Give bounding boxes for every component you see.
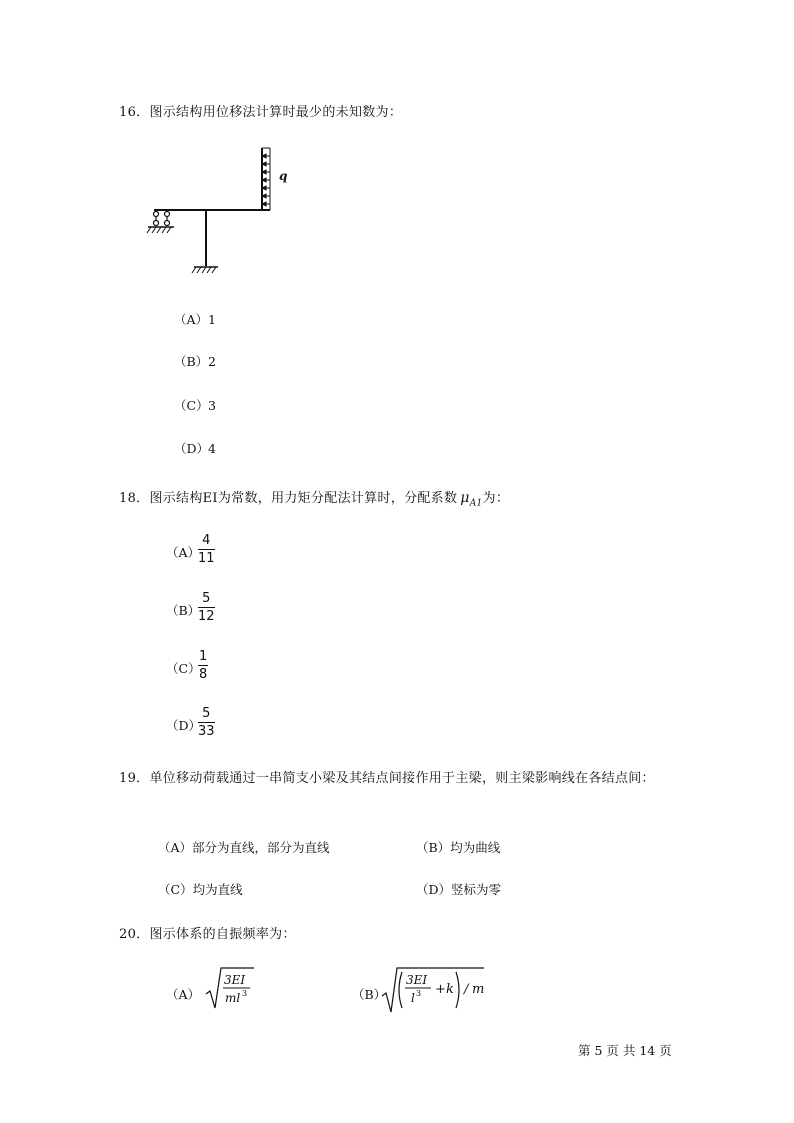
svg-text:3: 3 bbox=[242, 989, 248, 998]
q18-option-c-fraction: $\frac{1}{8}$ bbox=[199, 649, 208, 682]
q16-option-c[interactable]: （C）3 bbox=[174, 398, 216, 413]
q19-option-c[interactable]: （C）均为直线 bbox=[158, 882, 243, 897]
q18-option-d-fraction: $\frac{5}{33}$ bbox=[198, 706, 215, 739]
svg-text:3EI: 3EI bbox=[224, 973, 246, 987]
q16-option-b[interactable]: （B）2 bbox=[174, 354, 216, 369]
q20-option-b-label[interactable]: （B） bbox=[352, 987, 387, 1002]
page-footer: 第 5 页 共 14 页 bbox=[578, 1043, 672, 1058]
q16-option-a[interactable]: （A）1 bbox=[174, 312, 216, 327]
q18-option-a-label[interactable]: （A） bbox=[166, 545, 201, 560]
question-18-text: 18．图示结构EI为常数，用力矩分配法计算时，分配系数 $\mu_{A1}$为： bbox=[119, 490, 510, 509]
question-16-figure bbox=[140, 142, 300, 277]
load-label: q bbox=[279, 169, 288, 183]
svg-text:3EI: 3EI bbox=[406, 973, 428, 987]
svg-text:+: + bbox=[435, 982, 446, 997]
q19-option-b[interactable]: （B）均为曲线 bbox=[416, 840, 501, 855]
question-16-text: 16．图示结构用位移法计算时最少的未知数为： bbox=[119, 105, 403, 120]
q18-option-b-fraction: $\frac{5}{12}$ bbox=[198, 591, 215, 624]
q18-option-c-label[interactable]: （C） bbox=[166, 661, 201, 676]
svg-text:ml: ml bbox=[225, 991, 241, 1005]
sliding-support-left bbox=[148, 212, 174, 228]
distributed-load bbox=[262, 148, 270, 210]
question-20-text: 20．图示体系的自振频率为： bbox=[119, 927, 296, 942]
svg-text:k: k bbox=[446, 982, 454, 997]
right-paren bbox=[456, 972, 459, 1008]
sqrt-sign bbox=[382, 968, 484, 1012]
q20-option-a-label[interactable]: （A） bbox=[166, 987, 201, 1002]
q16-option-d[interactable]: （D）4 bbox=[174, 441, 216, 456]
q19-option-a[interactable]: （A）部分为直线，部分为直线 bbox=[158, 840, 330, 855]
question-19-text: 19．单位移动荷载通过一串简支小梁及其结点间接作用于主梁，则主梁影响线在各结点间： bbox=[119, 771, 655, 786]
svg-text:3: 3 bbox=[416, 989, 422, 998]
q20-option-b-formula bbox=[380, 964, 488, 1016]
q18-option-a-fraction: $\frac{4}{11}$ bbox=[198, 533, 215, 566]
svg-text:m: m bbox=[472, 982, 485, 997]
mu-symbol: μ bbox=[460, 490, 470, 506]
svg-text:l: l bbox=[411, 991, 415, 1005]
svg-text:/: / bbox=[464, 982, 469, 997]
left-paren bbox=[399, 972, 402, 1008]
q19-option-d[interactable]: （D）竖标为零 bbox=[416, 882, 502, 897]
q18-option-b-label[interactable]: （B） bbox=[166, 603, 201, 618]
q20-option-a-formula bbox=[204, 964, 256, 1012]
q18-option-d-label[interactable]: （D） bbox=[166, 718, 202, 733]
